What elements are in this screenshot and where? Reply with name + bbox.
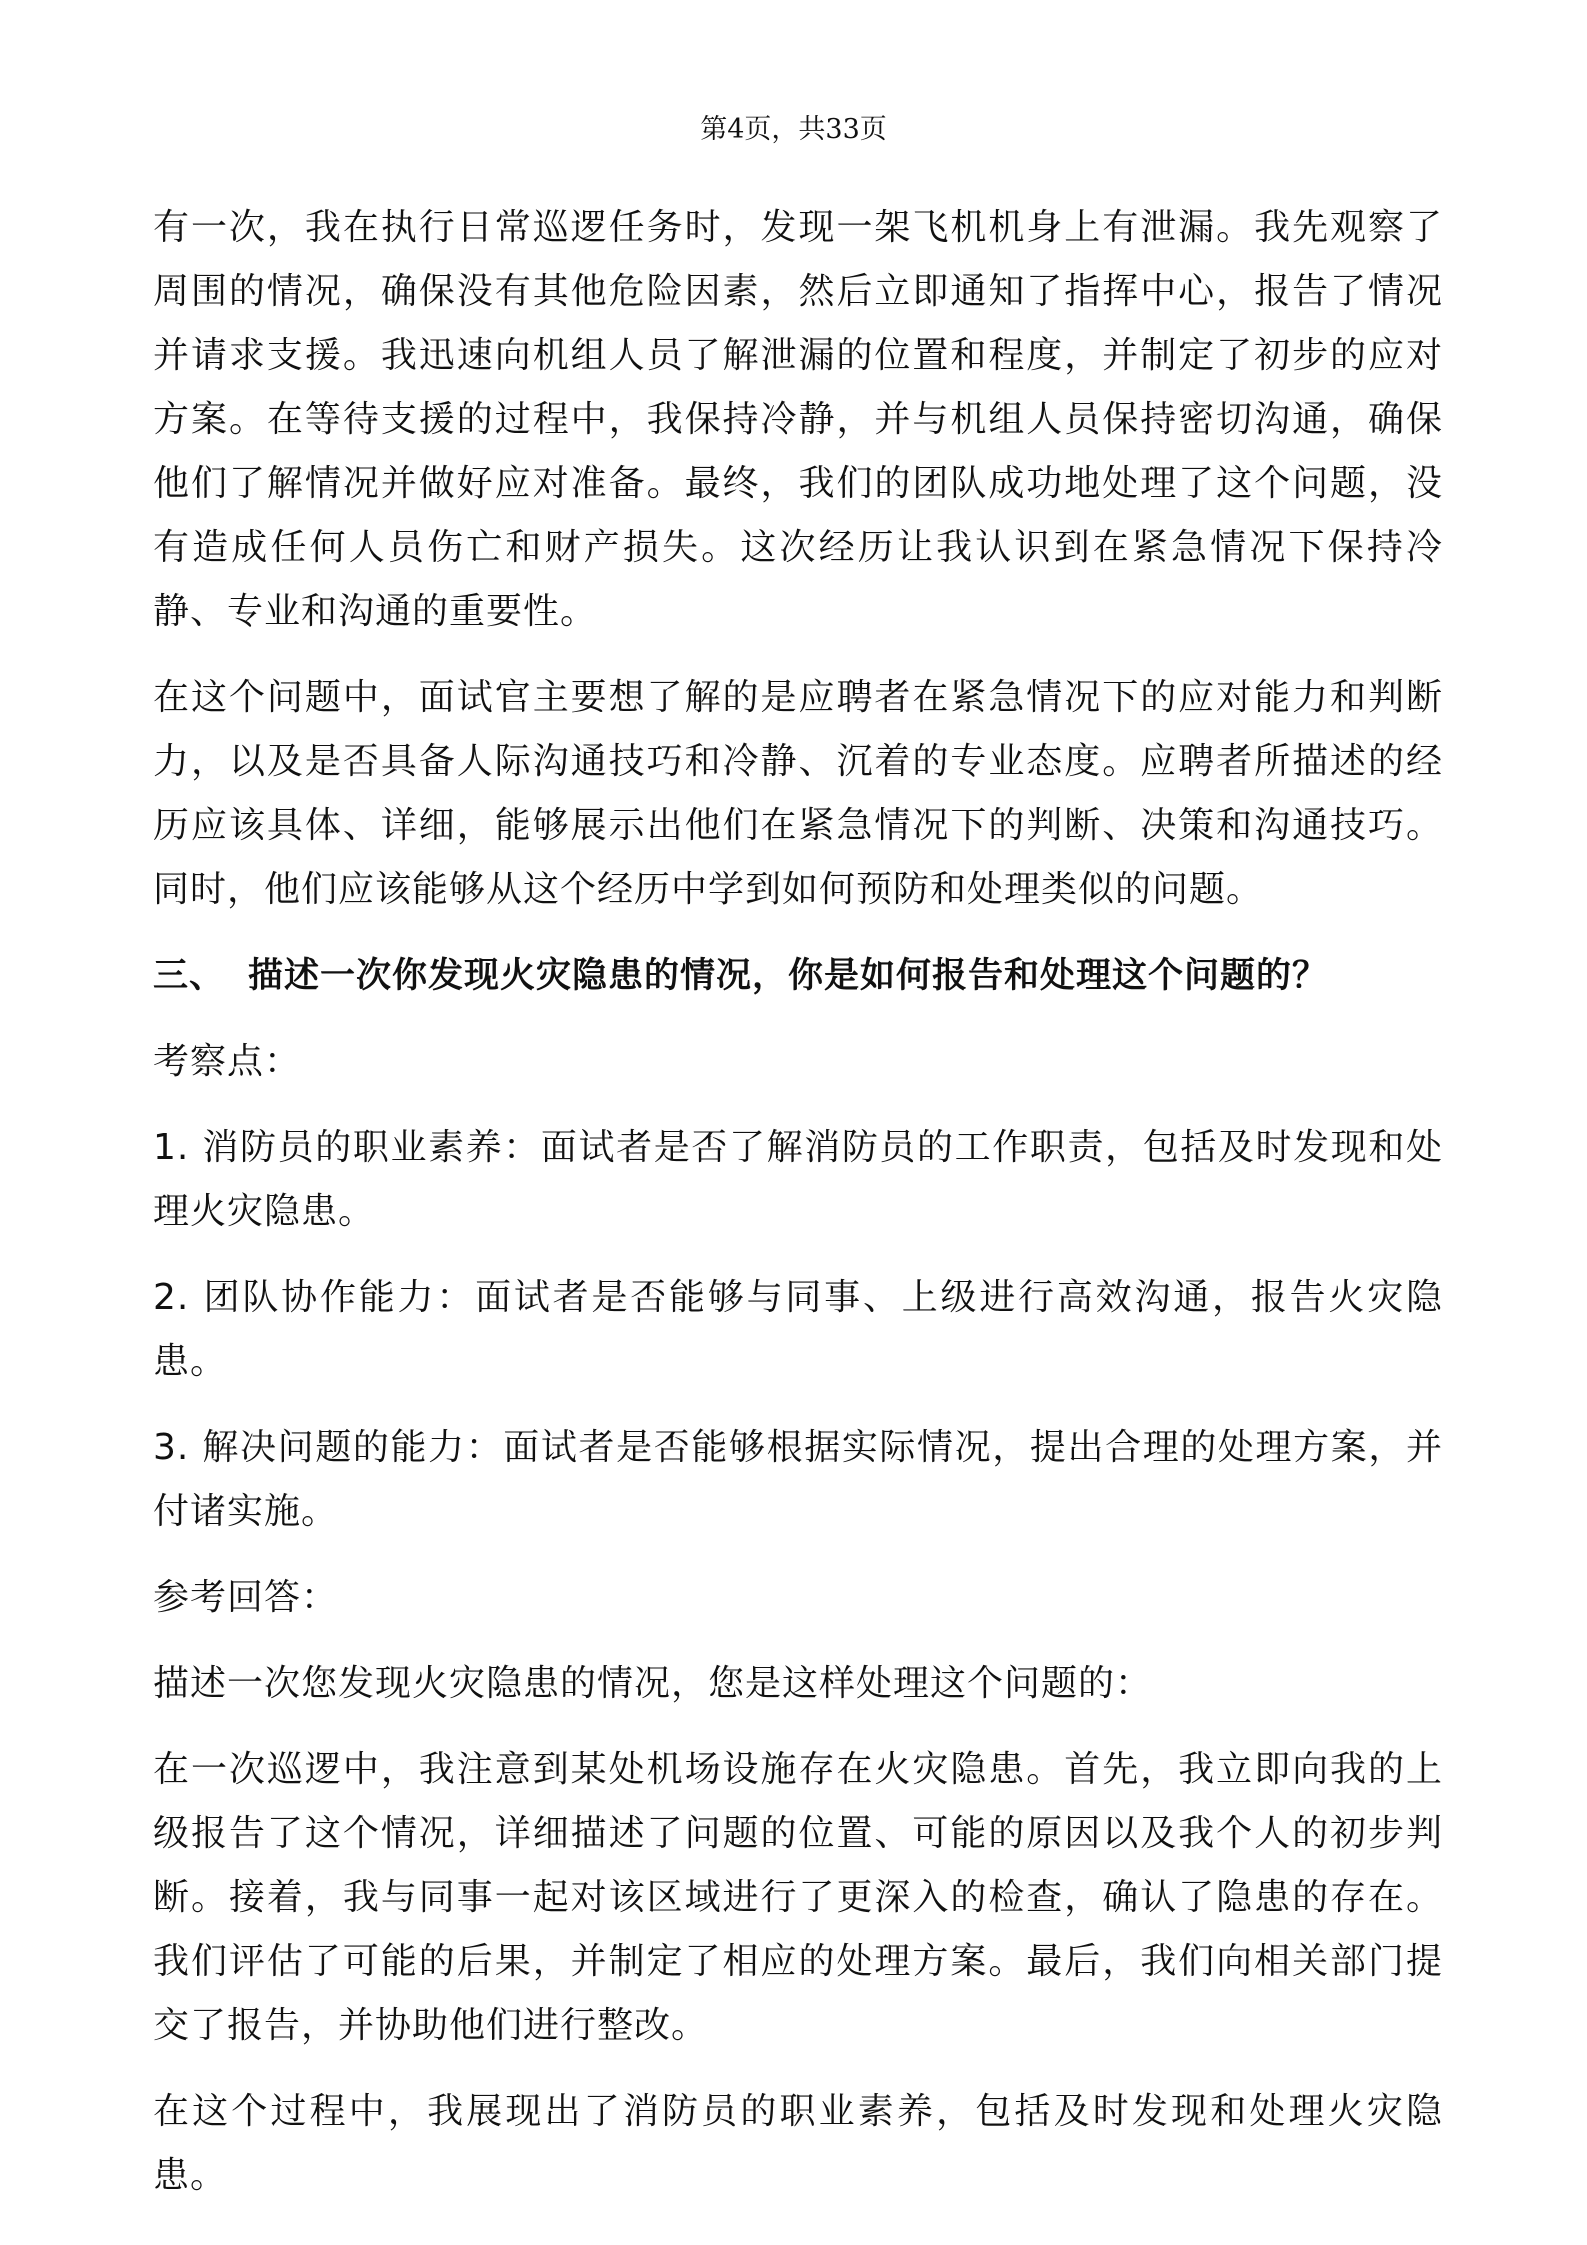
section-number: 三、 [153,956,226,996]
section-heading [153,944,1443,1008]
list-item-number: 2. [153,1277,190,1318]
document-body [153,196,1443,2230]
list-item-text: 消防员的职业素养：面试者是否了解消防员的工作职责，包括及时发现和处理火灾隐患。 [153,1127,1443,1232]
focus-label: 考察点： [153,1041,302,1082]
answer-intro: 描述一次您发现火灾隐患的情况，您是这样处理这个问题的： [153,1663,1153,1704]
list-item-text: 团队协作能力：面试者是否能够与同事、上级进行高效沟通，报告火灾隐患。 [153,1277,1443,1382]
list-item [153,1116,1443,1244]
list-item-number: 3. [153,1427,190,1468]
list-item-number: 1. [153,1127,190,1168]
page-indicator: 第4页，共33页 [700,114,887,145]
list-item [153,1266,1443,1394]
section-title: 描述一次你发现火灾隐患的情况，你是如何报告和处理这个问题的？ [248,956,1329,996]
answer-label: 参考回答： [153,1577,339,1618]
paragraph-interviewer-analysis: 在这个问题中，面试官主要想了解的是应聘者在紧急情况下的应对能力和判断力，以及是否具备人际沟通技巧和冷静、沉着的专业态度。应聘者所描述的经历应该具体、详细，能够展示出他们在紧急情况下的判断、决策和沟通技巧。同时，他们应该能够从这个经历中学到如何预防和处理类似的问题。 [153,677,1443,910]
answer-body: 在一次巡逻中，我注意到某处机场设施存在火灾隐患。首先，我立即向我的上级报告了这个情况，详细描述了问题的位置、可能的原因以及我个人的初步判断。接着，我与同事一起对该区域进行了更深入的检查，确认了隐患的存在。我们评估了可能的后果，并制定了相应的处理方案。最后，我们向相关部门提交了报告，并协助他们进行整改。 [153,1749,1443,2046]
list-item-text: 解决问题的能力：面试者是否能够根据实际情况，提出合理的处理方案，并付诸实施。 [153,1427,1443,1532]
answer-closing: 在这个过程中，我展现出了消防员的职业素养，包括及时发现和处理火灾隐患。 [153,2091,1443,2196]
paragraph-leak-experience: 有一次，我在执行日常巡逻任务时，发现一架飞机机身上有泄漏。我先观察了周围的情况，确保没有其他危险因素，然后立即通知了指挥中心，报告了情况并请求支援。我迅速向机组人员了解泄漏的位置和程度，并制定了初步的应对方案。在等待支援的过程中，我保持冷静，并与机组人员保持密切沟通，确保他们了解情况并做好应对准备。最终，我们的团队成功地处理了这个问题，没有造成任何人员伤亡和财产损失。这次经历让我认识到在紧急情况下保持冷静、专业和沟通的重要性。 [153,207,1443,632]
list-item [153,1416,1443,1544]
